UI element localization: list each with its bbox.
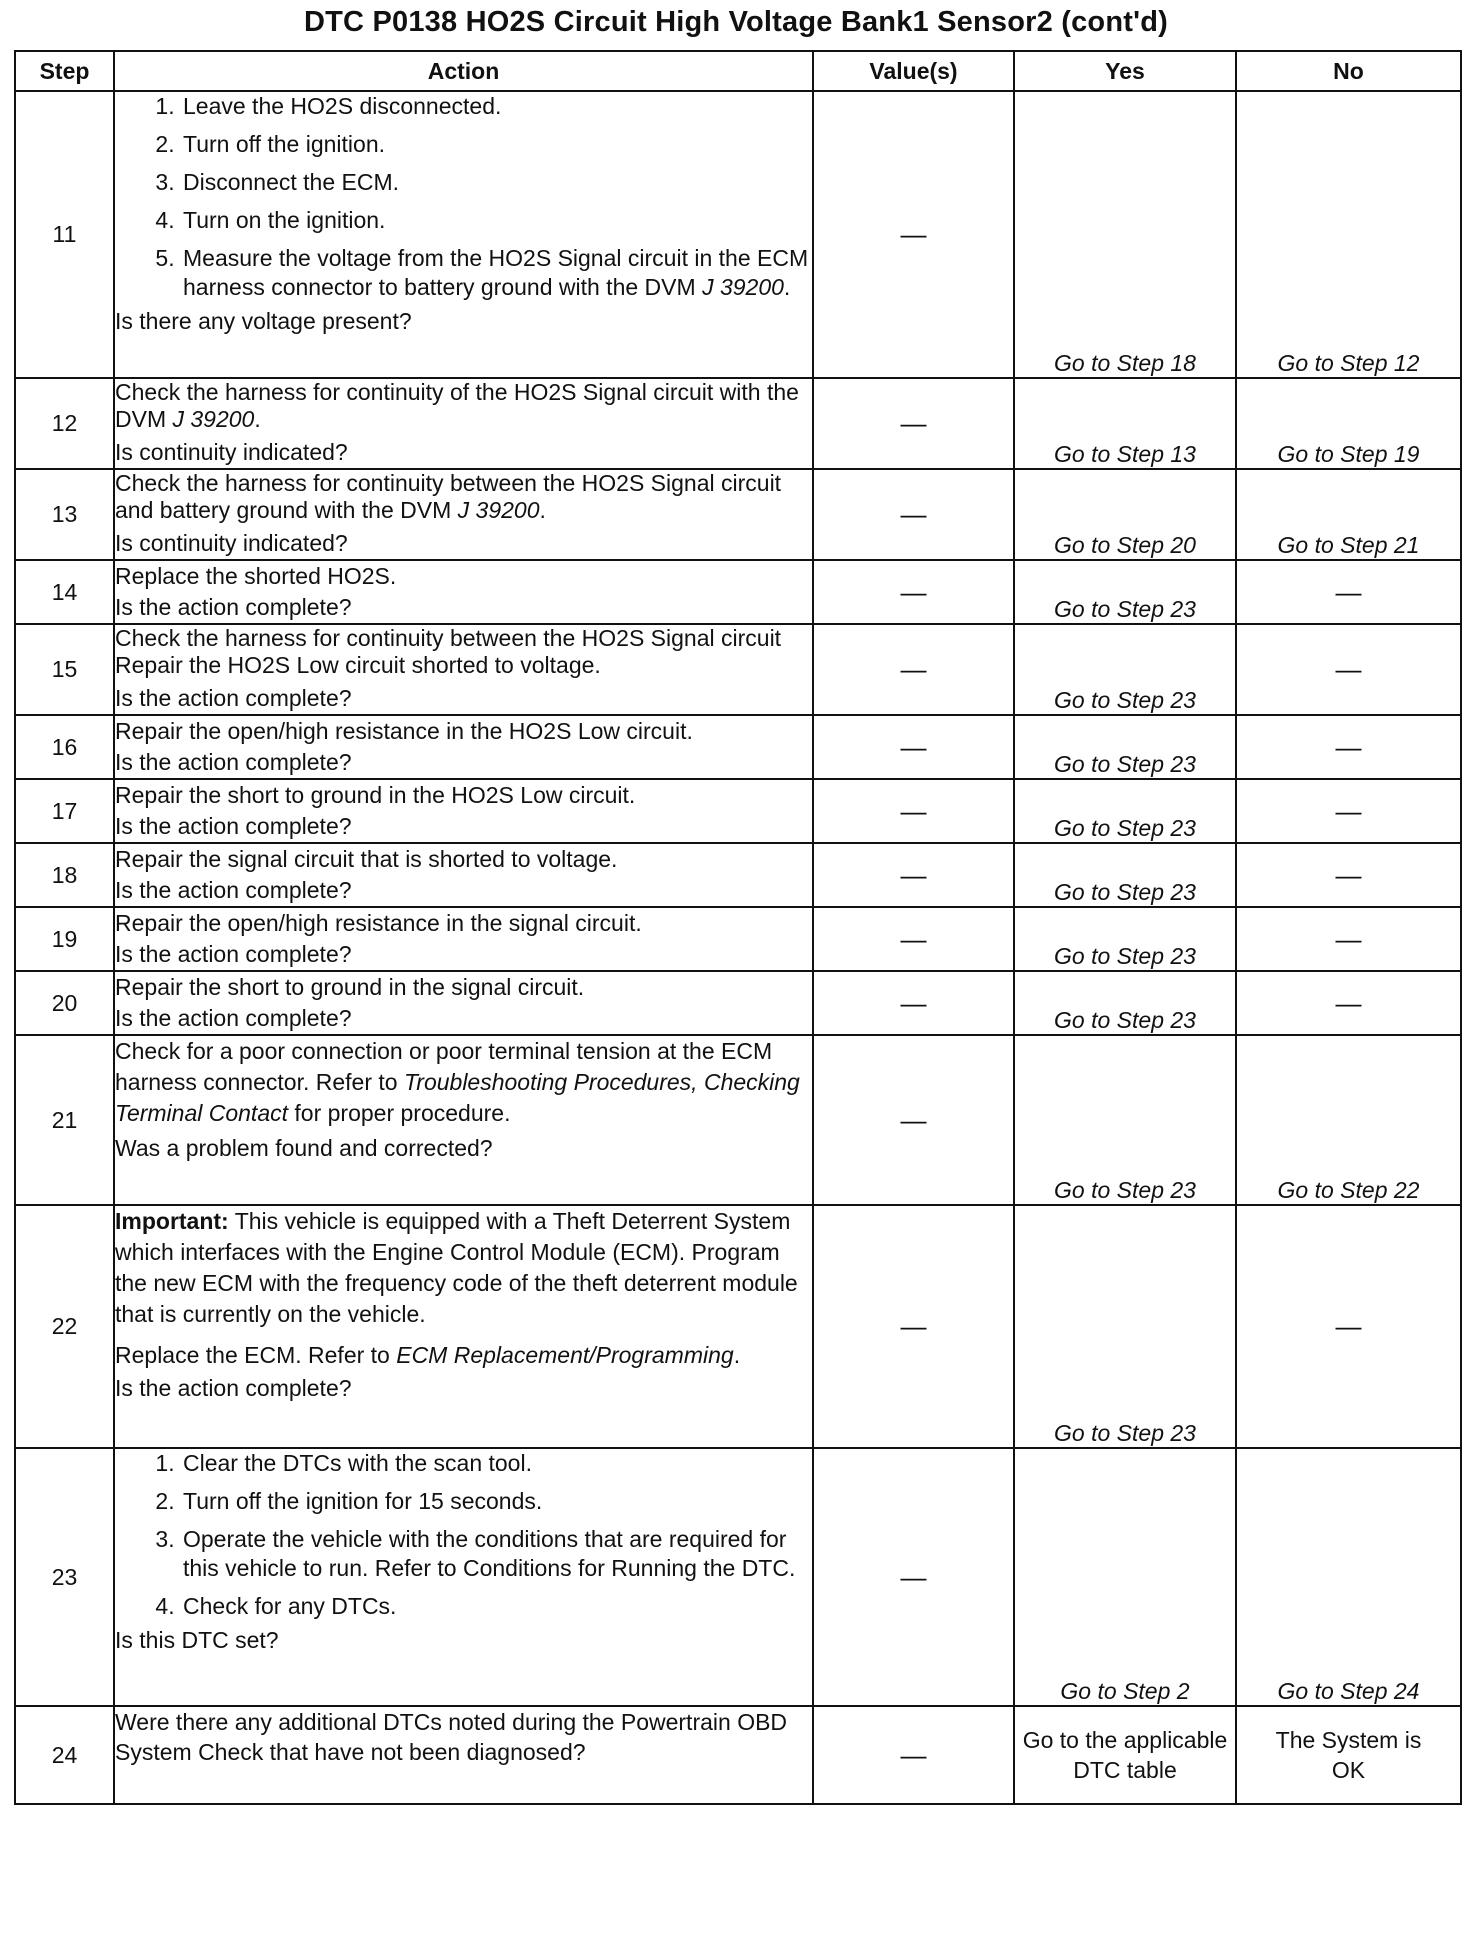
action-cell	[114, 1706, 813, 1804]
header-yes: Yes	[1014, 51, 1236, 91]
action-question: Is the action complete?	[115, 941, 352, 967]
action-cell	[114, 843, 813, 907]
action-text: Check the harness for continuity between the HO2S Signal circuit Repair the HO2S Low circuit shorted to voltage.	[115, 625, 782, 678]
step-number: 11	[15, 91, 114, 378]
value-cell: —	[813, 779, 1014, 843]
yes-cell: Go to Step 23	[1014, 715, 1236, 779]
no-cell: —	[1236, 843, 1461, 907]
action-step: 2. Turn off the ignition.	[181, 130, 812, 159]
action-cell	[114, 971, 813, 1035]
action-question: Is the action complete?	[115, 1375, 352, 1401]
value-cell: —	[813, 624, 1014, 715]
action-steps	[115, 92, 812, 302]
action-cell	[114, 907, 813, 971]
page-title: DTC P0138 HO2S Circuit High Voltage Bank1 Sensor2 (cont'd)	[304, 6, 1168, 38]
step-number: 21	[15, 1035, 114, 1205]
table-row	[15, 715, 1461, 779]
yes-cell: Go to Step 23	[1014, 907, 1236, 971]
action-text-body: Replace the ECM. Refer to	[115, 1342, 397, 1368]
table-row	[15, 1706, 1461, 1804]
header-step: Step	[15, 51, 114, 91]
step-number: 18	[15, 843, 114, 907]
yes-cell: Go to Step 23	[1014, 1035, 1236, 1205]
table-row	[15, 624, 1461, 715]
action-cell	[114, 1448, 813, 1706]
action-step: 2. Turn off the ignition for 15 seconds.	[181, 1487, 812, 1516]
action-text-end: .	[254, 406, 261, 432]
procedure-reference: ECM Replacement/Programming	[396, 1342, 734, 1368]
value-cell: —	[813, 715, 1014, 779]
action-cell	[114, 779, 813, 843]
no-cell: —	[1236, 1205, 1461, 1448]
step-number: 22	[15, 1205, 114, 1448]
action-step: 1. Leave the HO2S disconnected.	[181, 92, 812, 121]
action-cell	[114, 469, 813, 560]
step-number: 12	[15, 378, 114, 469]
action-text-end: for proper procedure.	[288, 1100, 511, 1126]
action-step: 1. Clear the DTCs with the scan tool.	[181, 1449, 812, 1478]
table-row	[15, 843, 1461, 907]
table-row	[15, 1448, 1461, 1706]
step-number: 16	[15, 715, 114, 779]
action-text	[115, 470, 812, 524]
value-cell: —	[813, 1448, 1014, 1706]
action-question: Is the action complete?	[115, 749, 352, 775]
action-question: Is the action complete?	[115, 813, 352, 839]
action-step: 3. Disconnect the ECM.	[181, 168, 812, 197]
action-text: Replace the shorted HO2S.	[115, 563, 397, 589]
tool-reference: J 39200	[702, 274, 784, 300]
important-note	[115, 1206, 812, 1330]
table-row	[15, 1205, 1461, 1448]
action-cell	[114, 715, 813, 779]
yes-cell: Go to the applicable DTC table	[1014, 1706, 1236, 1804]
step-number: 24	[15, 1706, 114, 1804]
action-question: Was a problem found and corrected?	[115, 1135, 493, 1161]
table-header-row	[15, 51, 1461, 91]
action-text: Repair the signal circuit that is shorted to voltage.	[115, 846, 618, 872]
yes-cell: Go to Step 13	[1014, 378, 1236, 469]
header-action: Action	[114, 51, 813, 91]
action-cell	[114, 1205, 813, 1448]
step-number: 15	[15, 624, 114, 715]
action-step: 3. Operate the vehicle with the conditions that are required for this vehicle to run. Refer to Conditions for Running the DTC.	[181, 1525, 812, 1583]
action-question: Is this DTC set?	[115, 1627, 279, 1653]
no-cell: —	[1236, 779, 1461, 843]
yes-cell: Go to Step 23	[1014, 779, 1236, 843]
action-text: Were there any additional DTCs noted during the Powertrain OBD System Check that have not been diagnosed?	[115, 1709, 788, 1765]
action-steps	[115, 1449, 812, 1621]
header-no: No	[1236, 51, 1461, 91]
yes-cell: Go to Step 23	[1014, 624, 1236, 715]
value-cell: —	[813, 1205, 1014, 1448]
action-question: Is the action complete?	[115, 594, 352, 620]
action-step: 4. Turn on the ignition.	[181, 206, 812, 235]
value-cell: —	[813, 378, 1014, 469]
action-text-body: Check the harness for continuity between the HO2S Signal circuit and battery ground with the DVM	[115, 470, 782, 523]
no-cell: —	[1236, 715, 1461, 779]
action-text: Repair the short to ground in the HO2S Low circuit.	[115, 782, 636, 808]
action-text: Repair the open/high resistance in the HO2S Low circuit.	[115, 718, 693, 744]
no-cell: —	[1236, 560, 1461, 624]
value-cell: —	[813, 1706, 1014, 1804]
yes-cell: Go to Step 20	[1014, 469, 1236, 560]
step-number: 20	[15, 971, 114, 1035]
yes-cell: Go to Step 23	[1014, 971, 1236, 1035]
no-cell: —	[1236, 624, 1461, 715]
action-text	[115, 1036, 812, 1129]
action-text-end: .	[733, 1342, 741, 1368]
table-row	[15, 91, 1461, 378]
tool-reference: J 39200	[457, 497, 540, 523]
yes-cell: Go to Step 23	[1014, 560, 1236, 624]
action-step-end: .	[783, 274, 791, 300]
step-number: 19	[15, 907, 114, 971]
no-cell: Go to Step 19	[1236, 378, 1461, 469]
yes-cell: Go to Step 23	[1014, 843, 1236, 907]
action-question: Is continuity indicated?	[115, 530, 348, 556]
no-cell: Go to Step 24	[1236, 1448, 1461, 1706]
no-cell: Go to Step 22	[1236, 1035, 1461, 1205]
no-cell: —	[1236, 907, 1461, 971]
no-cell: —	[1236, 971, 1461, 1035]
no-cell: The System is OK	[1236, 1706, 1461, 1804]
dtc-table	[14, 50, 1462, 1805]
step-number: 13	[15, 469, 114, 560]
action-step	[181, 244, 812, 302]
value-cell: —	[813, 907, 1014, 971]
action-question: Is the action complete?	[115, 877, 352, 903]
value-cell: —	[813, 560, 1014, 624]
value-cell: —	[813, 469, 1014, 560]
action-cell	[114, 560, 813, 624]
value-cell: —	[813, 971, 1014, 1035]
action-question: Is continuity indicated?	[115, 439, 348, 465]
procedure-reference: Troubleshooting Procedures, Checking Terminal Contact	[115, 1069, 800, 1126]
yes-cell: Go to Step 18	[1014, 91, 1236, 378]
action-text-body: Check the harness for continuity of the HO2S Signal circuit with the DVM	[115, 379, 799, 432]
action-text-body: Check for a poor connection or poor terminal tension at the ECM harness connector. Refer to	[115, 1038, 773, 1095]
table-row	[15, 469, 1461, 560]
action-text	[115, 1340, 812, 1371]
important-label: Important:	[115, 1208, 229, 1234]
step-number: 14	[15, 560, 114, 624]
action-cell	[114, 1035, 813, 1205]
action-question: Is the action complete?	[115, 1005, 352, 1031]
header-values: Value(s)	[813, 51, 1014, 91]
action-step-text: Measure the voltage from the HO2S Signal circuit in the ECM harness connector to battery ground with the DVM	[183, 245, 809, 300]
tool-reference: J 39200	[172, 406, 255, 432]
value-cell: —	[813, 1035, 1014, 1205]
table-row	[15, 779, 1461, 843]
table-row	[15, 560, 1461, 624]
yes-cell: Go to Step 23	[1014, 1205, 1236, 1448]
step-number: 17	[15, 779, 114, 843]
table-row	[15, 971, 1461, 1035]
table-row	[15, 1035, 1461, 1205]
action-text	[115, 379, 812, 433]
action-cell	[114, 91, 813, 378]
action-cell	[114, 624, 813, 715]
action-text: Repair the short to ground in the signal circuit.	[115, 974, 585, 1000]
no-cell: Go to Step 21	[1236, 469, 1461, 560]
action-question: Is the action complete?	[115, 685, 352, 711]
action-step: 4. Check for any DTCs.	[181, 1592, 812, 1621]
yes-cell: Go to Step 2	[1014, 1448, 1236, 1706]
no-cell: Go to Step 12	[1236, 91, 1461, 378]
action-cell	[114, 378, 813, 469]
value-cell: —	[813, 91, 1014, 378]
action-text: Repair the open/high resistance in the signal circuit.	[115, 910, 642, 936]
action-question: Is there any voltage present?	[115, 308, 412, 334]
table-row	[15, 907, 1461, 971]
table-row	[15, 378, 1461, 469]
step-number: 23	[15, 1448, 114, 1706]
important-text: This vehicle is equipped with a Theft Deterrent System which interfaces with the Engine Control Module (ECM). Program the new ECM with the frequency code of the theft deterrent module that is currently on the vehicle.	[115, 1208, 798, 1327]
value-cell: —	[813, 843, 1014, 907]
action-text-end: .	[539, 497, 546, 523]
